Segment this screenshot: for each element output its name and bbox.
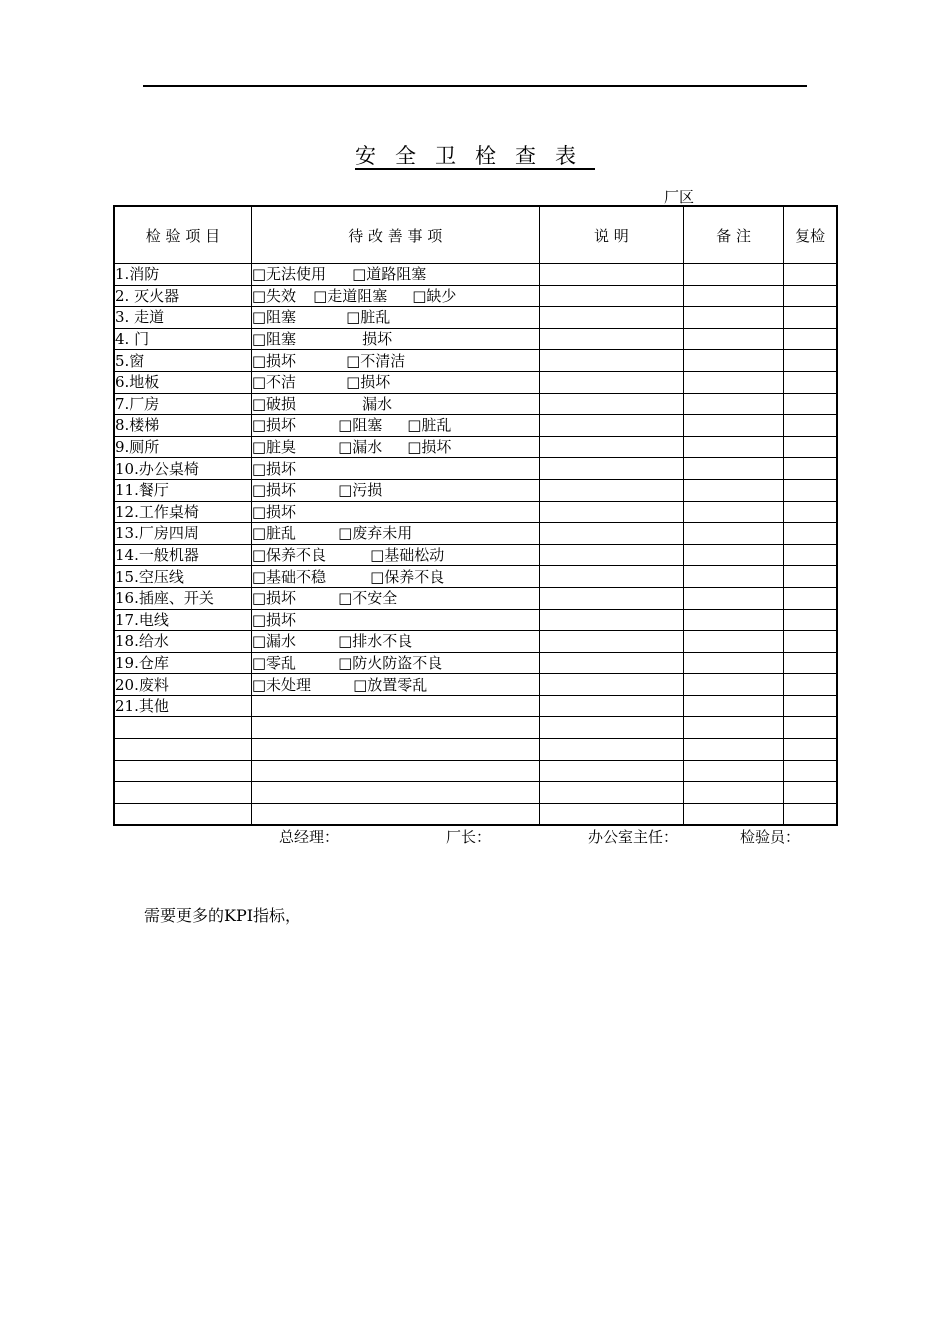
checkbox-option[interactable]: □损坏 [251, 459, 297, 478]
row-recheck[interactable] [784, 782, 837, 804]
header-todo: 待 改 善 事 项 [251, 206, 539, 264]
row-note[interactable] [684, 760, 784, 782]
row-desc[interactable] [539, 544, 683, 566]
row-recheck[interactable] [784, 479, 837, 501]
row-recheck[interactable] [784, 415, 837, 437]
row-item [114, 782, 251, 804]
row-recheck[interactable] [784, 393, 837, 415]
row-todo [251, 760, 539, 782]
row-todo [251, 717, 539, 739]
top-rule [143, 85, 807, 87]
table-row [114, 285, 837, 307]
row-todo [251, 523, 539, 545]
checkbox-option[interactable]: □未处理 [251, 675, 312, 694]
row-item: 12.工作桌椅 [114, 501, 251, 523]
checkbox-option[interactable]: □不洁 [251, 373, 297, 392]
row-item: 15.空压线 [114, 566, 251, 588]
row-note[interactable] [684, 436, 784, 458]
table-row [114, 371, 837, 393]
checkbox-option[interactable]: □保养不良 [370, 567, 445, 586]
row-note[interactable] [684, 264, 784, 286]
row-todo [251, 458, 539, 480]
row-desc[interactable] [539, 415, 683, 437]
row-recheck[interactable] [784, 371, 837, 393]
signature-general-manager: 总经理： [279, 828, 340, 846]
row-note[interactable] [684, 285, 784, 307]
checkbox-option[interactable]: □不安全 [338, 589, 398, 608]
row-item: 3. 走道 [114, 307, 251, 329]
row-desc[interactable] [539, 264, 683, 286]
signature-office-head: 办公室主任： [588, 828, 679, 846]
row-item [114, 717, 251, 739]
row-recheck[interactable] [784, 717, 837, 739]
row-note[interactable] [684, 609, 784, 631]
row-desc[interactable] [539, 609, 683, 631]
table-row [114, 760, 837, 782]
row-note[interactable] [684, 566, 784, 588]
row-item: 10.办公桌椅 [114, 458, 251, 480]
checkbox-option[interactable]: □脏乱 [251, 524, 297, 543]
table-row [114, 523, 837, 545]
row-todo [251, 479, 539, 501]
row-todo [251, 436, 539, 458]
checkbox-option[interactable]: □无法使用 [251, 265, 327, 284]
row-item: 19.仓库 [114, 652, 251, 674]
row-recheck[interactable] [784, 566, 837, 588]
row-item: 14.一般机器 [114, 544, 251, 566]
table-row [114, 739, 837, 761]
checkbox-option[interactable]: □不清洁 [346, 351, 406, 370]
row-todo [251, 371, 539, 393]
row-desc[interactable] [539, 717, 683, 739]
table-row [114, 393, 837, 415]
row-desc[interactable] [539, 566, 683, 588]
row-todo [251, 501, 539, 523]
row-note[interactable] [684, 631, 784, 653]
table-row [114, 631, 837, 653]
checkbox-option[interactable]: □阻塞 [251, 308, 297, 327]
row-recheck[interactable] [784, 760, 837, 782]
checkbox-option[interactable]: □保养不良 [251, 546, 327, 565]
checkbox-option[interactable]: □脏乱 [346, 308, 391, 327]
checkbox-option[interactable]: 损坏 [362, 330, 393, 349]
row-todo [251, 631, 539, 653]
checkbox-option[interactable]: □漏水 [251, 632, 297, 651]
row-note[interactable] [684, 739, 784, 761]
table-row [114, 436, 837, 458]
row-desc[interactable] [539, 285, 683, 307]
row-desc[interactable] [539, 328, 683, 350]
row-todo [251, 328, 539, 350]
row-todo [251, 264, 539, 286]
row-recheck[interactable] [784, 436, 837, 458]
row-desc[interactable] [539, 631, 683, 653]
header-desc: 说 明 [539, 206, 683, 264]
checkbox-option[interactable]: □损坏 [251, 589, 297, 608]
row-note[interactable] [684, 652, 784, 674]
row-recheck[interactable] [784, 264, 837, 286]
checkbox-option[interactable]: □阻塞 [338, 416, 383, 435]
checkbox-option[interactable]: □损坏 [251, 481, 297, 500]
row-todo [251, 803, 539, 825]
row-todo [251, 609, 539, 631]
row-todo [251, 285, 539, 307]
row-note[interactable] [684, 674, 784, 696]
row-todo [251, 652, 539, 674]
row-item: 16.插座、开关 [114, 587, 251, 609]
row-note[interactable] [684, 415, 784, 437]
row-recheck[interactable] [784, 652, 837, 674]
table-row [114, 458, 837, 480]
row-item: 1.消防 [114, 264, 251, 286]
checkbox-option[interactable]: □缺少 [412, 286, 457, 305]
signature-factory-director: 厂长： [446, 828, 492, 846]
checkbox-option[interactable]: □走道阻塞 [313, 286, 388, 305]
checkbox-option[interactable]: □损坏 [407, 438, 452, 457]
row-note[interactable] [684, 328, 784, 350]
checkbox-option[interactable]: □基础不稳 [251, 567, 327, 586]
row-note[interactable] [684, 371, 784, 393]
row-note[interactable] [684, 501, 784, 523]
row-recheck[interactable] [784, 674, 837, 696]
header-row [114, 206, 837, 264]
row-recheck[interactable] [784, 803, 837, 825]
table-row [114, 350, 837, 372]
row-todo [251, 566, 539, 588]
row-recheck[interactable] [784, 285, 837, 307]
row-recheck[interactable] [784, 587, 837, 609]
row-item: 20.废料 [114, 674, 251, 696]
signature-inspector: 检验员： [740, 828, 801, 846]
header-note: 备 注 [684, 206, 784, 264]
row-todo [251, 739, 539, 761]
checkbox-option[interactable]: □破损 [251, 394, 297, 413]
row-todo [251, 415, 539, 437]
row-recheck[interactable] [784, 501, 837, 523]
row-recheck[interactable] [784, 458, 837, 480]
table-row [114, 566, 837, 588]
checkbox-option[interactable]: □基础松动 [370, 546, 445, 565]
row-recheck[interactable] [784, 350, 837, 372]
form-title: 安全卫栓查表 [355, 144, 595, 168]
row-desc[interactable] [539, 307, 683, 329]
row-todo [251, 587, 539, 609]
table-row [114, 803, 837, 825]
row-item: 21.其他 [114, 695, 251, 717]
row-todo [251, 350, 539, 372]
row-desc[interactable] [539, 739, 683, 761]
table-row [114, 307, 837, 329]
row-recheck[interactable] [784, 328, 837, 350]
header-recheck: 复检 [784, 206, 837, 264]
table-row [114, 782, 837, 804]
row-item [114, 739, 251, 761]
row-desc[interactable] [539, 652, 683, 674]
row-note[interactable] [684, 523, 784, 545]
row-item [114, 760, 251, 782]
row-item: 9.厕所 [114, 436, 251, 458]
table-row [114, 415, 837, 437]
header-item: 检 验 项 目 [114, 206, 251, 264]
row-todo [251, 695, 539, 717]
checkbox-option[interactable]: □阻塞 [251, 330, 297, 349]
checkbox-option[interactable]: □防火防盗不良 [338, 653, 443, 672]
checkbox-option[interactable]: □零乱 [251, 653, 297, 672]
table-row [114, 674, 837, 696]
row-note[interactable] [684, 544, 784, 566]
row-todo [251, 307, 539, 329]
row-recheck[interactable] [784, 307, 837, 329]
row-desc[interactable] [539, 760, 683, 782]
row-item: 4. 门 [114, 328, 251, 350]
checkbox-option[interactable]: □废弃未用 [338, 524, 413, 543]
row-desc[interactable] [539, 436, 683, 458]
row-desc[interactable] [539, 782, 683, 804]
checkbox-option[interactable]: □漏水 [338, 438, 383, 457]
row-item: 11.餐厅 [114, 479, 251, 501]
kpi-note: 需要更多的KPI指标， [144, 906, 302, 925]
row-desc[interactable] [539, 393, 683, 415]
row-item: 2. 灭火器 [114, 285, 251, 307]
checkbox-option[interactable]: □损坏 [346, 373, 391, 392]
row-item: 7.厂房 [114, 393, 251, 415]
row-desc[interactable] [539, 458, 683, 480]
row-recheck[interactable] [784, 695, 837, 717]
checkbox-option[interactable]: □损坏 [251, 502, 297, 521]
row-recheck[interactable] [784, 544, 837, 566]
row-note[interactable] [684, 307, 784, 329]
table-row [114, 264, 837, 286]
checkbox-option[interactable]: □损坏 [251, 416, 297, 435]
row-note[interactable] [684, 695, 784, 717]
area-label: 厂区 [664, 188, 695, 206]
row-item: 8.楼梯 [114, 415, 251, 437]
row-note[interactable] [684, 393, 784, 415]
row-todo [251, 674, 539, 696]
checkbox-option[interactable]: □脏臭 [251, 438, 297, 457]
row-item: 13.厂房四周 [114, 523, 251, 545]
checkbox-option[interactable]: □失效 [251, 286, 297, 305]
row-desc[interactable] [539, 479, 683, 501]
checkbox-option[interactable]: □污损 [338, 481, 383, 500]
row-desc[interactable] [539, 350, 683, 372]
table-row [114, 544, 837, 566]
row-note[interactable] [684, 803, 784, 825]
row-note[interactable] [684, 717, 784, 739]
row-recheck[interactable] [784, 523, 837, 545]
row-todo [251, 782, 539, 804]
table-row [114, 479, 837, 501]
row-item [114, 803, 251, 825]
row-item: 17.电线 [114, 609, 251, 631]
row-todo [251, 544, 539, 566]
checkbox-option[interactable]: 漏水 [362, 394, 393, 413]
row-desc[interactable] [539, 523, 683, 545]
row-recheck[interactable] [784, 609, 837, 631]
row-desc[interactable] [539, 587, 683, 609]
table-row [114, 501, 837, 523]
row-desc[interactable] [539, 501, 683, 523]
table-row [114, 717, 837, 739]
row-desc[interactable] [539, 695, 683, 717]
row-note[interactable] [684, 350, 784, 372]
row-note[interactable] [684, 587, 784, 609]
row-item: 6.地板 [114, 371, 251, 393]
row-desc[interactable] [539, 674, 683, 696]
row-desc[interactable] [539, 803, 683, 825]
row-item: 18.给水 [114, 631, 251, 653]
table-row [114, 695, 837, 717]
row-desc[interactable] [539, 371, 683, 393]
checkbox-option[interactable]: □放置零乱 [353, 675, 428, 694]
table-row [114, 609, 837, 631]
table-row [114, 328, 837, 350]
row-recheck[interactable] [784, 631, 837, 653]
row-note[interactable] [684, 458, 784, 480]
checkbox-option[interactable]: □排水不良 [338, 632, 413, 651]
table-row [114, 587, 837, 609]
checkbox-option[interactable]: □道路阻塞 [352, 265, 427, 284]
table-row [114, 652, 837, 674]
row-todo [251, 393, 539, 415]
row-item: 5.窗 [114, 350, 251, 372]
row-note[interactable] [684, 479, 784, 501]
checkbox-option[interactable]: □脏乱 [407, 416, 452, 435]
checkbox-option[interactable]: □损坏 [251, 610, 297, 629]
inspection-table [113, 205, 838, 826]
row-note[interactable] [684, 782, 784, 804]
row-recheck[interactable] [784, 739, 837, 761]
checkbox-option[interactable]: □损坏 [251, 351, 297, 370]
